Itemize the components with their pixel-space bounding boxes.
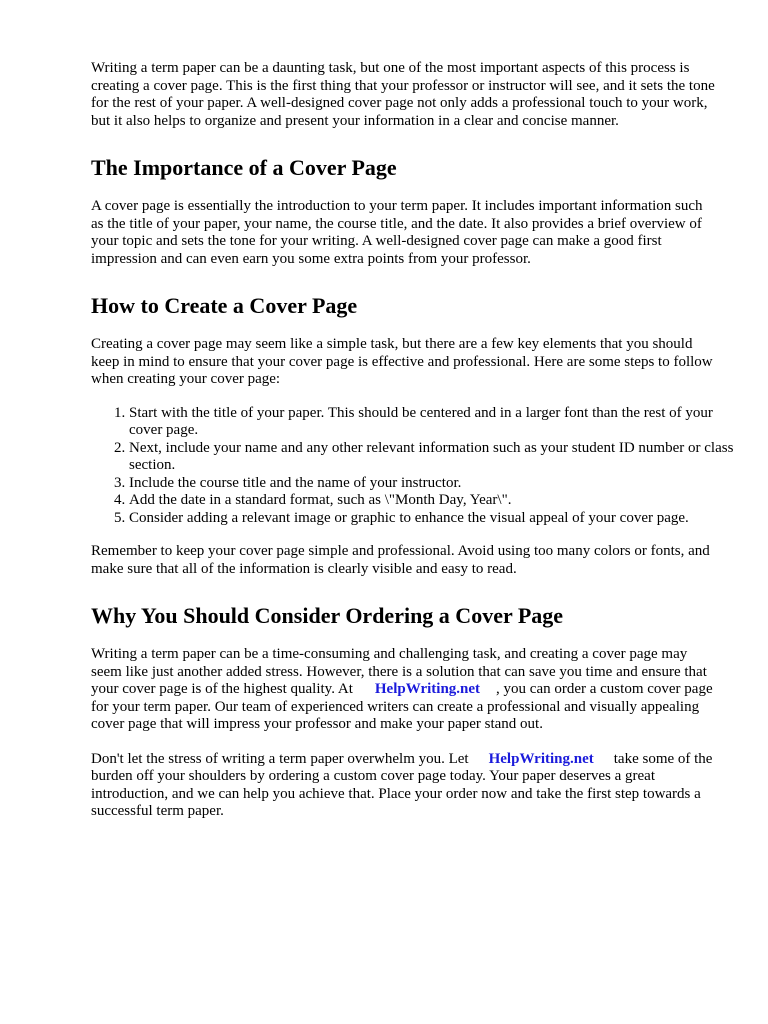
- cta-text-before: Don't let the stress of writing a term paper overwhelm you. Let: [91, 750, 469, 767]
- call-to-action-paragraph: [91, 751, 718, 821]
- helpwriting-link-2[interactable]: HelpWriting.net: [488, 750, 594, 767]
- list-item: 4. Add the date in a standard format, such as \"Month Day, Year\".: [129, 492, 741, 510]
- how-to-paragraph: Creating a cover page may seem like a simple task, but there are a few key elements that you should keep in mind to ensure that your cover page is effective and professional. Here are some steps to follow when creating your cover page:: [91, 336, 713, 387]
- intro-paragraph: Writing a term paper can be a daunting task, but one of the most important aspects of this process is creating a cover page. This is the first thing that your professor or instructor will see, and it sets the tone for the rest of your paper. A well-designed cover page not only adds a professional touch to your work, but it also helps to organize and present your information in a clear and concise manner.: [91, 60, 715, 129]
- list-item: 3. Include the course title and the name of your instructor.: [129, 475, 741, 493]
- steps-list: [91, 405, 741, 528]
- heading-why-order: Why You Should Consider Ordering a Cover Page: [91, 603, 564, 628]
- heading-importance: The Importance of a Cover Page: [91, 155, 397, 180]
- order-text-before: Writing a term paper can be a time-consuming and challenging task, and creating a cover page may seem like just another added stress. However, there is a solution that can save you time and ensure that your cover page is of the highest quality. At: [91, 646, 707, 697]
- list-item: 1. Start with the title of your paper. This should be centered and in a larger font than the rest of your cover page.: [129, 405, 741, 440]
- cta-text-after: take some of the burden off your shoulders by ordering a custom cover page today. Your paper deserves a great introduction, and we can help you achieve that. Place your order now and take the first step towards a successful term paper.: [91, 750, 713, 819]
- closing-paragraph: Remember to keep your cover page simple and professional. Avoid using too many colors or fonts, and make sure that all of the information is clearly visible and easy to read.: [91, 543, 710, 577]
- order-paragraph: [91, 646, 718, 734]
- list-item: 2. Next, include your name and any other relevant information such as your student ID number or class section.: [129, 440, 741, 475]
- helpwriting-link[interactable]: HelpWriting.net: [374, 681, 481, 697]
- importance-paragraph: A cover page is essentially the introduction to your term paper. It includes important information such as the title of your paper, your name, the course title, and the date. It also provides a brief overview of your topic and sets the tone for your writing. A well-designed cover page can make a good first impression and can even earn you some extra points from your professor.: [91, 198, 703, 267]
- heading-how-to: How to Create a Cover Page: [91, 293, 358, 318]
- list-item: 5. Consider adding a relevant image or graphic to enhance the visual appeal of your cover page.: [129, 510, 741, 528]
- order-text-after: , you can order a custom cover page for your term paper. Our team of experienced writers can create a professional and visually appealing cover page that will impress your professor and make your paper stand out.: [91, 681, 713, 732]
